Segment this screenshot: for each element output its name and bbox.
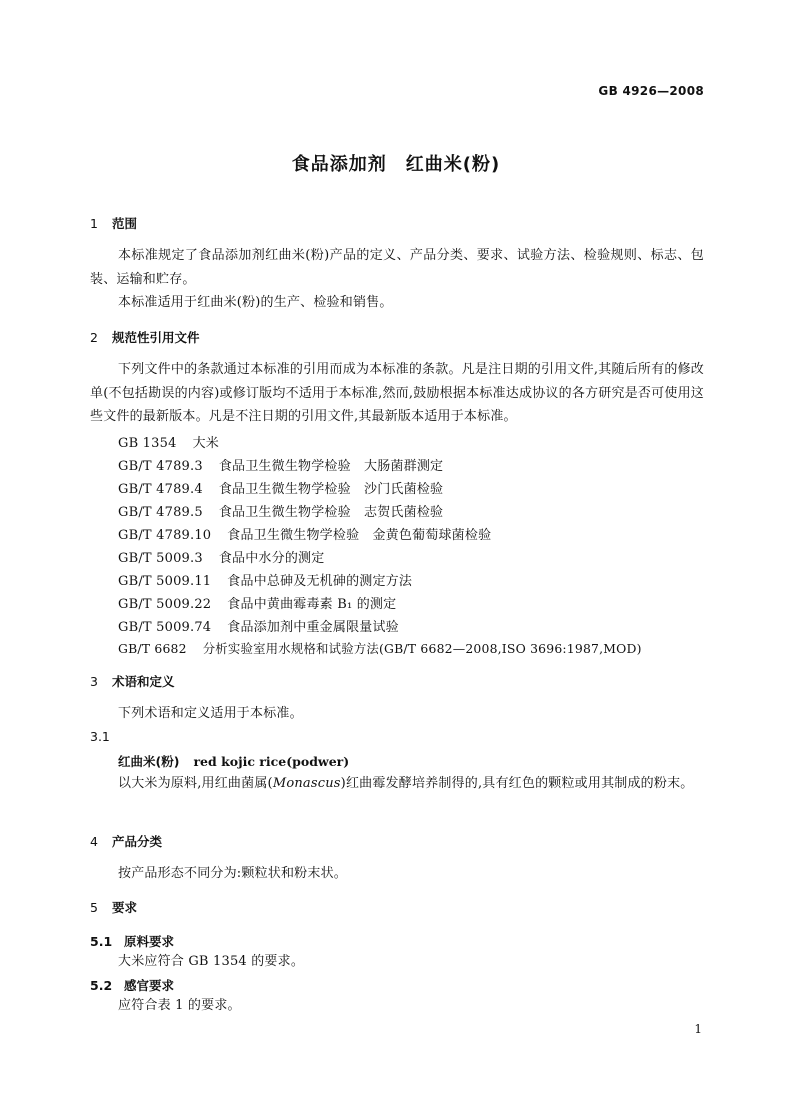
reference-code: GB/T 4789.5 (118, 505, 203, 520)
section-number: 4 (90, 834, 98, 849)
page-number: 1 (694, 1022, 702, 1036)
reference-title: 食品卫生微生物学检验 金黄色葡萄球菌检验 (227, 528, 492, 543)
section-number: 5 (90, 900, 98, 915)
section-1-paragraph-1: 本标准规定了食品添加剂红曲米(粉)产品的定义、产品分类、要求、试验方法、检验规则、标志、包装、运输和贮存。 (90, 248, 704, 287)
section-1-paragraph-2: 本标准适用于红曲米(粉)的生产、检验和销售。 (118, 295, 393, 310)
section-4-text: 按产品形态不同分为:颗粒状和粉末状。 (118, 866, 347, 881)
section-title: 术语和定义 (112, 674, 175, 689)
section-5-heading (90, 898, 704, 916)
term-entry (118, 752, 349, 770)
section-4-heading (90, 832, 704, 850)
reference-title: 食品添加剂中重金属限量试验 (227, 620, 399, 635)
reference-title: 食品中水分的测定 (218, 551, 325, 566)
reference-item (118, 616, 399, 635)
reference-code: GB/T 4789.4 (118, 482, 203, 497)
reference-title: 食品中总砷及无机砷的测定方法 (227, 574, 413, 589)
reference-item (118, 455, 443, 474)
subclause-number: 5.1 (90, 934, 113, 949)
reference-item (118, 524, 491, 543)
reference-code: GB/T 4789.3 (118, 459, 203, 474)
subclause-5-1-heading (90, 932, 704, 950)
subclause-title: 感官要求 (124, 978, 175, 993)
section-number: 2 (90, 330, 98, 345)
reference-title: 食品卫生微生物学检验 大肠菌群测定 (218, 459, 444, 474)
subclause-5-2-heading (90, 976, 704, 994)
reference-title: 食品卫生微生物学检验 沙门氏菌检验 (218, 482, 444, 497)
section-number: 3 (90, 674, 98, 689)
subclause-number: 3.1 (90, 729, 110, 744)
subclause-5-2-text: 应符合表 1 的要求。 (118, 998, 241, 1013)
reference-item (118, 478, 443, 497)
subclause-title: 原料要求 (124, 934, 175, 949)
term-definition (90, 772, 704, 796)
section-2-intro: 下列文件中的条款通过本标准的引用而成为本标准的条款。凡是注日期的引用文件,其随后所有的修改单(不包括勘误的内容)或修订版均不适用于本标准,然而,鼓励根据本标准达成协议的各方研究是否可使用这些文件的最新版本。凡是不注日期的引用文件,其最新版本适用于本标准。 (90, 362, 704, 424)
reference-item (118, 570, 412, 589)
section-number: 1 (90, 216, 98, 231)
section-1-heading (90, 214, 704, 232)
section-title: 产品分类 (112, 834, 163, 849)
document-title: 食品添加剂 红曲米(粉) (291, 154, 501, 175)
term-english: red kojic rice(podwer) (193, 754, 350, 769)
reference-item (118, 639, 642, 657)
subclause-number: 5.2 (90, 978, 113, 993)
section-3-heading (90, 672, 704, 690)
section-title: 范围 (112, 216, 138, 231)
reference-code: GB/T 6682 (118, 641, 187, 656)
reference-code: GB/T 5009.74 (118, 620, 212, 635)
reference-code: GB/T 5009.3 (118, 551, 203, 566)
section-3-intro: 下列术语和定义适用于本标准。 (118, 706, 303, 721)
reference-title: 食品中黄曲霉毒素 B₁ 的测定 (227, 597, 397, 612)
standard-number: GB 4926—2008 (598, 84, 704, 98)
term-chinese: 红曲米(粉) (118, 754, 180, 769)
subclause-5-1-text: 大米应符合 GB 1354 的要求。 (118, 954, 305, 969)
reference-code: GB 1354 (118, 436, 177, 451)
section-2-heading (90, 328, 704, 346)
reference-item (118, 432, 219, 451)
reference-item (118, 501, 443, 520)
definition-text: )红曲霉发酵培养制得的,具有红色的颗粒或用其制成的粉末。 (340, 776, 694, 791)
definition-text: 以大米为原料,用红曲菌属( (118, 776, 273, 791)
reference-code: GB/T 4789.10 (118, 528, 212, 543)
definition-genus: Monascus (272, 776, 341, 791)
section-title: 规范性引用文件 (112, 330, 200, 345)
reference-title: 分析实验室用水规格和试验方法(GB/T 6682—2008,ISO 3696:1987,MOD) (202, 641, 642, 656)
reference-code: GB/T 5009.22 (118, 597, 212, 612)
reference-item (118, 547, 324, 566)
reference-code: GB/T 5009.11 (118, 574, 212, 589)
reference-title: 大米 (192, 436, 219, 451)
reference-title: 食品卫生微生物学检验 志贺氏菌检验 (218, 505, 444, 520)
section-title: 要求 (112, 900, 138, 915)
reference-item (118, 593, 396, 612)
